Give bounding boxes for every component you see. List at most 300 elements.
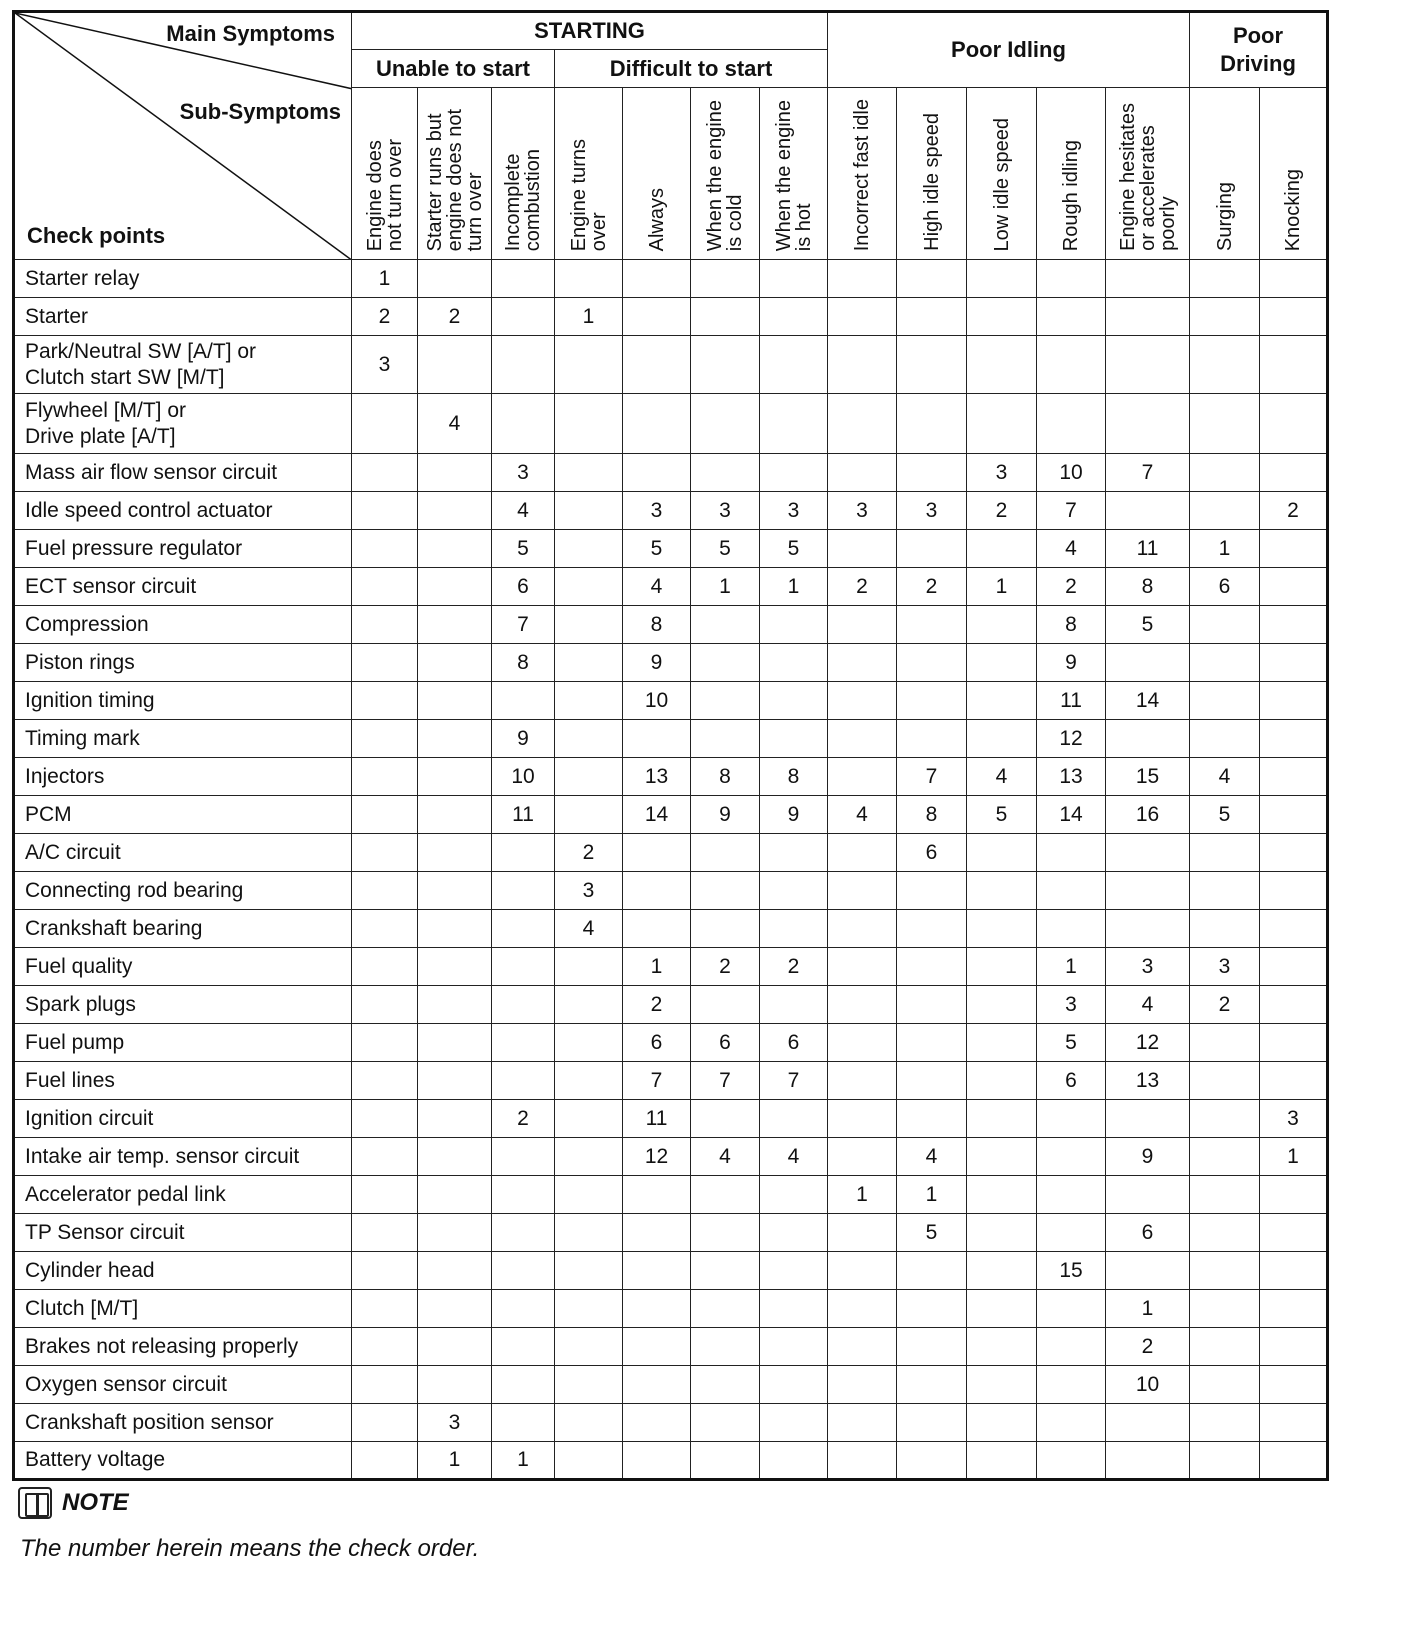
table-row [14,530,1328,568]
check-order-cell [897,910,967,948]
check-order-cell [418,644,492,682]
check-order-cell: 1 [623,948,691,986]
check-order-cell: 8 [1037,606,1106,644]
check-order-cell: 3 [1190,948,1260,986]
check-order-cell: 5 [897,1214,967,1252]
check-order-cell [967,872,1037,910]
check-order-cell [1037,1100,1106,1138]
check-order-cell [623,872,691,910]
check-order-cell: 5 [1106,606,1190,644]
check-order-cell [555,1290,623,1328]
check-order-cell [1190,1138,1260,1176]
check-order-cell [1037,910,1106,948]
check-order-cell [828,336,897,394]
check-order-cell [760,394,828,454]
check-order-cell: 3 [555,872,623,910]
check-order-cell: 6 [760,1024,828,1062]
check-order-cell [492,948,555,986]
check-order-cell [1190,394,1260,454]
table-row [14,454,1328,492]
check-order-cell [623,394,691,454]
check-order-cell: 9 [1106,1138,1190,1176]
check-order-cell [691,1214,760,1252]
check-order-cell [623,1442,691,1480]
check-order-cell [1037,1290,1106,1328]
note-title: NOTE [62,1489,129,1516]
check-order-cell [760,454,828,492]
check-order-cell [1260,1062,1328,1100]
check-order-cell [691,720,760,758]
check-order-cell [1106,834,1190,872]
check-point-label: Fuel lines [14,1062,352,1100]
check-order-cell [1260,1328,1328,1366]
check-order-cell: 12 [623,1138,691,1176]
check-order-cell [418,336,492,394]
check-order-cell [1260,758,1328,796]
check-point-label: Intake air temp. sensor circuit [14,1138,352,1176]
check-order-cell [967,260,1037,298]
check-order-cell [760,1442,828,1480]
sub-symptom-header [1260,88,1328,260]
sub-symptom-header [1190,88,1260,260]
check-order-cell [967,1366,1037,1404]
check-order-cell [352,682,418,720]
check-order-cell [828,260,897,298]
check-order-cell [760,986,828,1024]
check-order-cell [492,1404,555,1442]
check-order-cell [828,606,897,644]
check-order-cell: 1 [1190,530,1260,568]
check-order-cell [352,948,418,986]
check-order-cell [967,1100,1037,1138]
sub-symptom-header [418,88,492,260]
check-order-cell [1190,834,1260,872]
check-order-cell: 3 [1260,1100,1328,1138]
check-order-cell [1037,1366,1106,1404]
check-order-cell [897,336,967,394]
check-order-cell [1190,454,1260,492]
check-order-cell [1260,720,1328,758]
table-row [14,644,1328,682]
check-order-cell [352,910,418,948]
check-order-cell [1106,910,1190,948]
check-order-cell [1106,644,1190,682]
check-order-cell: 1 [1106,1290,1190,1328]
check-order-cell [492,298,555,336]
check-order-cell [897,606,967,644]
check-order-cell [691,1290,760,1328]
check-order-cell [623,1176,691,1214]
check-order-cell [691,1252,760,1290]
check-order-cell: 4 [1190,758,1260,796]
check-point-label: Starter relay [14,260,352,298]
check-order-cell [828,1252,897,1290]
table-row [14,260,1328,298]
check-order-cell [418,492,492,530]
sub-symptom-header [623,88,691,260]
check-order-cell [555,1100,623,1138]
check-order-cell [828,720,897,758]
check-order-cell [492,1138,555,1176]
check-order-cell [1106,1100,1190,1138]
check-order-cell [555,530,623,568]
check-order-cell [897,298,967,336]
check-order-cell [1037,872,1106,910]
check-order-cell [492,1290,555,1328]
check-order-cell [555,986,623,1024]
check-order-cell: 13 [1037,758,1106,796]
check-order-cell [1037,260,1106,298]
check-order-cell [492,1176,555,1214]
table-row [14,872,1328,910]
check-order-cell [555,1214,623,1252]
check-order-cell [418,1138,492,1176]
check-order-cell [691,682,760,720]
check-order-cell: 2 [418,298,492,336]
check-order-cell: 7 [691,1062,760,1100]
check-order-cell: 2 [492,1100,555,1138]
check-order-cell [967,682,1037,720]
check-point-label: Crankshaft position sensor [14,1404,352,1442]
check-order-cell [691,1404,760,1442]
check-order-cell [418,1024,492,1062]
check-order-cell: 1 [828,1176,897,1214]
check-order-cell [897,644,967,682]
table-row [14,1214,1328,1252]
check-order-cell [492,1252,555,1290]
check-order-cell [1260,606,1328,644]
check-order-cell [352,1062,418,1100]
check-order-cell: 8 [897,796,967,834]
sub-symptom-label: Engine does not turn over [363,138,406,251]
check-order-cell: 3 [760,492,828,530]
check-order-cell [967,1176,1037,1214]
check-order-cell [1190,298,1260,336]
check-order-cell [1037,336,1106,394]
check-point-label: Ignition circuit [14,1100,352,1138]
check-order-cell [897,720,967,758]
check-order-cell [967,1062,1037,1100]
check-order-cell [352,1290,418,1328]
check-order-cell [691,454,760,492]
book-icon [18,1487,52,1519]
check-order-cell [828,1404,897,1442]
check-order-cell [418,1062,492,1100]
check-order-cell [691,260,760,298]
check-order-cell: 4 [1037,530,1106,568]
check-order-cell [897,260,967,298]
check-order-cell [1260,454,1328,492]
check-order-cell [897,948,967,986]
check-order-cell [828,1100,897,1138]
check-order-cell [1106,260,1190,298]
check-point-label: Piston rings [14,644,352,682]
check-order-cell [1260,1214,1328,1252]
check-order-cell: 14 [1037,796,1106,834]
check-order-cell: 4 [967,758,1037,796]
check-order-cell [1190,336,1260,394]
check-order-cell [691,872,760,910]
check-order-cell [623,720,691,758]
check-order-cell [623,1214,691,1252]
check-order-cell: 8 [1106,568,1190,606]
check-order-cell [691,644,760,682]
table-row [14,720,1328,758]
check-order-cell [418,1252,492,1290]
check-order-cell [352,1100,418,1138]
table-row [14,394,1328,454]
check-order-cell [897,872,967,910]
check-order-cell [1260,796,1328,834]
check-order-cell [760,336,828,394]
check-order-cell [1260,394,1328,454]
check-order-cell [352,606,418,644]
check-order-cell [1106,720,1190,758]
sub-symptom-label: Rough idling [1060,139,1082,251]
check-order-cell [555,796,623,834]
check-order-cell [760,1252,828,1290]
sub-symptoms-label: Sub-Symptoms [179,99,341,124]
table-row [14,1062,1328,1100]
check-order-cell [555,260,623,298]
check-order-cell [760,682,828,720]
check-order-cell [623,1404,691,1442]
check-order-cell [691,394,760,454]
check-order-cell [828,1062,897,1100]
check-order-cell [897,1404,967,1442]
check-order-cell [828,644,897,682]
check-order-cell: 2 [1037,568,1106,606]
check-order-cell: 7 [492,606,555,644]
check-order-cell: 9 [760,796,828,834]
check-order-cell: 1 [691,568,760,606]
check-order-cell: 1 [897,1176,967,1214]
check-order-cell: 2 [967,492,1037,530]
check-order-cell: 5 [1037,1024,1106,1062]
check-order-cell [1037,1404,1106,1442]
sub-symptom-label: Incorrect fast idle [851,98,873,251]
table-row [14,1252,1328,1290]
check-order-cell: 1 [1037,948,1106,986]
check-order-cell: 7 [1106,454,1190,492]
check-order-cell: 5 [1190,796,1260,834]
check-order-cell [828,1328,897,1366]
check-order-cell [828,872,897,910]
check-order-cell [760,1328,828,1366]
check-order-cell [352,530,418,568]
check-order-cell [352,1404,418,1442]
check-point-label: Timing mark [14,720,352,758]
check-order-cell [623,1328,691,1366]
check-order-cell [492,910,555,948]
check-order-cell: 3 [418,1404,492,1442]
check-order-cell [1260,1366,1328,1404]
header-diagonal-cell [14,12,352,260]
group-difficult-to-start: Difficult to start [555,50,828,88]
check-point-label: Connecting rod bearing [14,872,352,910]
check-order-cell [352,796,418,834]
check-order-cell [492,260,555,298]
check-order-cell: 5 [492,530,555,568]
check-order-cell: 3 [1037,986,1106,1024]
table-row [14,948,1328,986]
table-row [14,986,1328,1024]
check-order-cell: 9 [1037,644,1106,682]
check-order-cell [1106,336,1190,394]
check-order-cell [1260,1442,1328,1480]
check-order-cell [1190,260,1260,298]
check-order-cell [760,1366,828,1404]
check-order-cell [555,758,623,796]
check-order-cell: 6 [1190,568,1260,606]
check-order-cell [352,1138,418,1176]
group-unable-to-start: Unable to start [352,50,555,88]
check-order-cell [1260,298,1328,336]
check-order-cell [1190,1252,1260,1290]
check-order-cell [828,1214,897,1252]
check-order-cell [352,872,418,910]
check-point-label: Battery voltage [14,1442,352,1480]
check-point-label: Flywheel [M/T] or Drive plate [A/T] [14,394,352,454]
check-point-label: Idle speed control actuator [14,492,352,530]
check-order-cell [418,720,492,758]
check-order-cell [623,336,691,394]
check-order-cell: 14 [623,796,691,834]
check-order-cell [492,336,555,394]
check-order-cell [897,394,967,454]
check-order-cell [1190,1024,1260,1062]
check-order-cell: 10 [623,682,691,720]
check-order-cell: 10 [1037,454,1106,492]
check-order-cell [1037,1138,1106,1176]
check-order-cell: 11 [1037,682,1106,720]
check-order-cell [1106,1404,1190,1442]
check-order-cell [555,454,623,492]
check-order-cell [967,720,1037,758]
check-order-cell [1260,834,1328,872]
check-order-cell [1190,1290,1260,1328]
check-order-cell [1260,1024,1328,1062]
table-row [14,492,1328,530]
check-order-cell [555,1176,623,1214]
check-order-cell [967,336,1037,394]
check-order-cell: 6 [897,834,967,872]
check-order-cell: 3 [691,492,760,530]
check-order-cell: 5 [623,530,691,568]
check-order-cell: 2 [623,986,691,1024]
check-order-cell [1106,872,1190,910]
check-order-cell [760,1404,828,1442]
check-order-cell [418,1328,492,1366]
sub-symptom-label: Engine turns over [567,138,610,251]
check-point-label: Cylinder head [14,1252,352,1290]
check-point-label: Ignition timing [14,682,352,720]
check-order-cell [967,606,1037,644]
table-row [14,1024,1328,1062]
check-order-cell: 8 [492,644,555,682]
check-order-cell: 6 [1037,1062,1106,1100]
check-order-cell [1037,834,1106,872]
check-order-cell [828,1138,897,1176]
troubleshooting-matrix [12,10,1329,1481]
check-order-cell [760,1100,828,1138]
check-order-cell [1260,1176,1328,1214]
check-order-cell [967,1328,1037,1366]
check-order-cell [1260,910,1328,948]
check-order-cell [555,644,623,682]
check-order-cell: 6 [623,1024,691,1062]
check-order-cell [967,394,1037,454]
check-order-cell [623,910,691,948]
check-order-cell [352,1442,418,1480]
check-order-cell: 5 [760,530,828,568]
check-order-cell [492,1062,555,1100]
check-order-cell [1190,1366,1260,1404]
check-order-cell [1260,530,1328,568]
check-order-cell [418,910,492,948]
check-point-label: Oxygen sensor circuit [14,1366,352,1404]
check-order-cell: 2 [691,948,760,986]
check-order-cell [967,834,1037,872]
check-order-cell [1190,606,1260,644]
check-point-label: Spark plugs [14,986,352,1024]
check-order-cell: 4 [897,1138,967,1176]
check-order-cell [352,986,418,1024]
check-order-cell [1190,644,1260,682]
check-order-cell [352,492,418,530]
check-order-cell: 16 [1106,796,1190,834]
table-row [14,834,1328,872]
check-order-cell [1190,1442,1260,1480]
check-order-cell [897,1366,967,1404]
check-order-cell [828,298,897,336]
check-order-cell: 4 [623,568,691,606]
check-order-cell [897,1100,967,1138]
check-order-cell: 7 [760,1062,828,1100]
check-order-cell [1037,394,1106,454]
check-order-cell: 7 [623,1062,691,1100]
check-order-cell [418,682,492,720]
check-order-cell: 4 [1106,986,1190,1024]
check-order-cell [492,1024,555,1062]
check-order-cell [492,1366,555,1404]
check-order-cell [1190,1404,1260,1442]
check-order-cell [967,644,1037,682]
check-order-cell: 4 [418,394,492,454]
check-order-cell: 1 [1260,1138,1328,1176]
check-order-cell [967,1442,1037,1480]
check-order-cell [760,260,828,298]
check-order-cell: 3 [1106,948,1190,986]
check-order-cell: 15 [1106,758,1190,796]
check-order-cell [967,948,1037,986]
check-order-cell [418,1290,492,1328]
check-point-label: Starter [14,298,352,336]
check-order-cell [691,298,760,336]
table-row [14,682,1328,720]
check-order-cell [967,1214,1037,1252]
table-row [14,1138,1328,1176]
check-order-cell [760,910,828,948]
table-row [14,1176,1328,1214]
check-order-cell [1037,298,1106,336]
check-order-cell [555,1404,623,1442]
check-order-cell [492,1214,555,1252]
check-order-cell [492,394,555,454]
check-order-cell [967,1138,1037,1176]
check-order-cell: 9 [691,796,760,834]
check-point-label: Fuel quality [14,948,352,986]
